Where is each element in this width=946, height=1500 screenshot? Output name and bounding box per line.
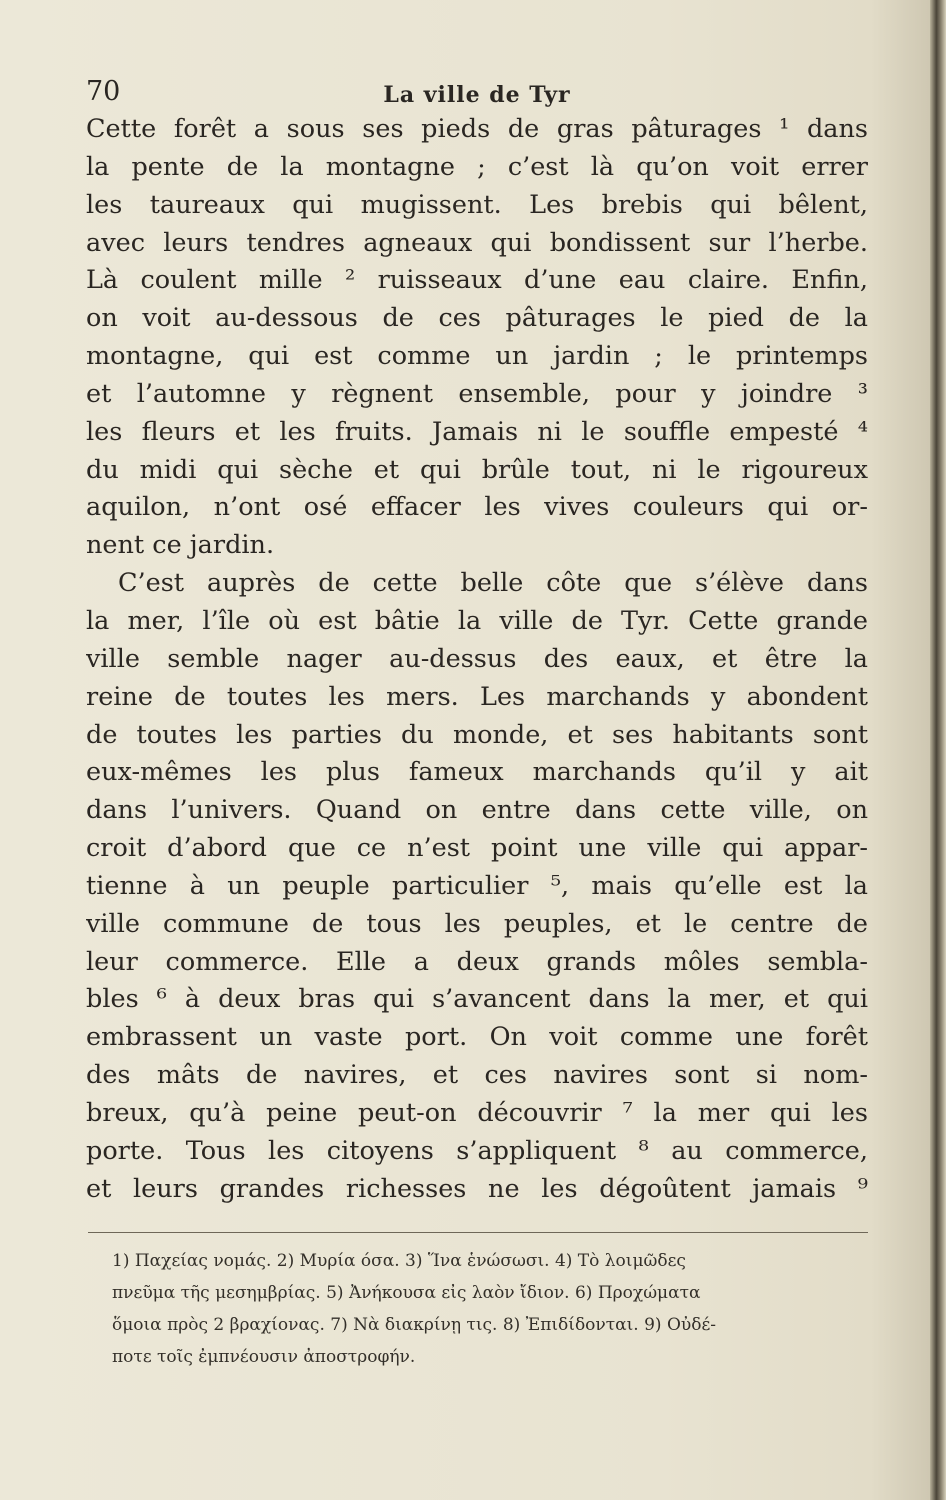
text-line: du midi qui sèche et qui brûle tout, ni le rigoureux bbox=[86, 454, 868, 485]
text-line: Là coulent mille ² ruisseaux d’une eau claire. Enfin, bbox=[86, 265, 868, 296]
text-line: Cette forêt a sous ses pieds de gras pâturages ¹ dans bbox=[86, 114, 868, 144]
footnote-line: πνεῦμα τῆς μεσημβρίας. 5) Ἀνήκουσα εἰς λαὸν ἴδιον. 6) Προχώματα bbox=[112, 1283, 701, 1303]
footnote-line: ποτε τοῖς ἐμπνέουσιν ἀποστροφήν. bbox=[112, 1347, 416, 1367]
text-line: ville commune de tous les peuples, et le centre de bbox=[86, 908, 868, 939]
text-line: breux, qu’à peine peut-on découvrir ⁷ la mer qui les bbox=[86, 1097, 868, 1128]
text-line: de toutes les parties du monde, et ses habitants sont bbox=[86, 719, 868, 750]
text-line: on voit au-dessous de ces pâturages le pied de la bbox=[86, 303, 868, 334]
text-line: et l’automne y règnent ensemble, pour y joindre ³ bbox=[86, 378, 868, 409]
footnote-line: ὅμοια πρὸς 2 βραχίονας. 7) Νὰ διακρίνῃ τις. 8) Ἐπιδίδονται. 9) Οὐδέ- bbox=[112, 1315, 717, 1335]
running-title: La ville de Tyr bbox=[383, 82, 571, 108]
page-number: 70 bbox=[86, 76, 121, 107]
page-binding-edge bbox=[930, 0, 946, 1500]
text-line: la mer, l’île où est bâtie la ville de Tyr. Cette grande bbox=[86, 605, 868, 636]
text-line: porte. Tous les citoyens s’appliquent ⁸ au commerce, bbox=[86, 1135, 868, 1166]
footnote-line: 1) Παχείας νομάς. 2) Μυρία όσα. 3) Ἵνα ἑνώσωσι. 4) Τὸ λοιμῶδες bbox=[112, 1251, 686, 1271]
text-line: eux-mêmes les plus fameux marchands qu’il y ait bbox=[86, 757, 868, 788]
text-line: des mâts de navires, et ces navires sont si nom- bbox=[86, 1060, 868, 1091]
text-line: tienne à un peuple particulier ⁵, mais qu’elle est la bbox=[86, 870, 868, 901]
text-line: nent ce jardin. bbox=[86, 530, 275, 561]
page-header bbox=[86, 68, 868, 108]
text-line: embrassent un vaste port. On voit comme une forêt bbox=[86, 1022, 868, 1053]
text-line: les taureaux qui mugissent. Les brebis qui bêlent, bbox=[86, 189, 868, 220]
text-line: dans l’univers. Quand on entre dans cette ville, on bbox=[86, 795, 868, 826]
text-line: aquilon, n’ont osé effacer les vives couleurs qui or- bbox=[86, 492, 868, 523]
text-line: reine de toutes les mers. Les marchands y abondent bbox=[86, 681, 868, 712]
footnote-divider bbox=[88, 1232, 868, 1233]
text-line: et leurs grandes richesses ne les dégoûtent jamais ⁹ bbox=[86, 1173, 868, 1204]
text-line: ville semble nager au-dessus des eaux, et être la bbox=[86, 643, 868, 674]
text-line: leur commerce. Elle a deux grands môles sembla- bbox=[86, 946, 868, 977]
text-line: avec leurs tendres agneaux qui bondissent sur l’herbe. bbox=[86, 227, 868, 258]
text-line: les fleurs et les fruits. Jamais ni le souffle empesté ⁴ bbox=[86, 416, 868, 447]
text-line: C’est auprès de cette belle côte que s’élève dans bbox=[118, 568, 868, 599]
body-text bbox=[86, 111, 868, 1208]
text-line: croit d’abord que ce n’est point une ville qui appar- bbox=[86, 833, 868, 864]
footnotes bbox=[112, 1245, 872, 1373]
text-line: montagne, qui est comme un jardin ; le printemps bbox=[86, 341, 868, 372]
text-line: bles ⁶ à deux bras qui s’avancent dans la mer, et qui bbox=[86, 984, 868, 1015]
text-line: la pente de la montagne ; c’est là qu’on voit errer bbox=[86, 151, 868, 182]
